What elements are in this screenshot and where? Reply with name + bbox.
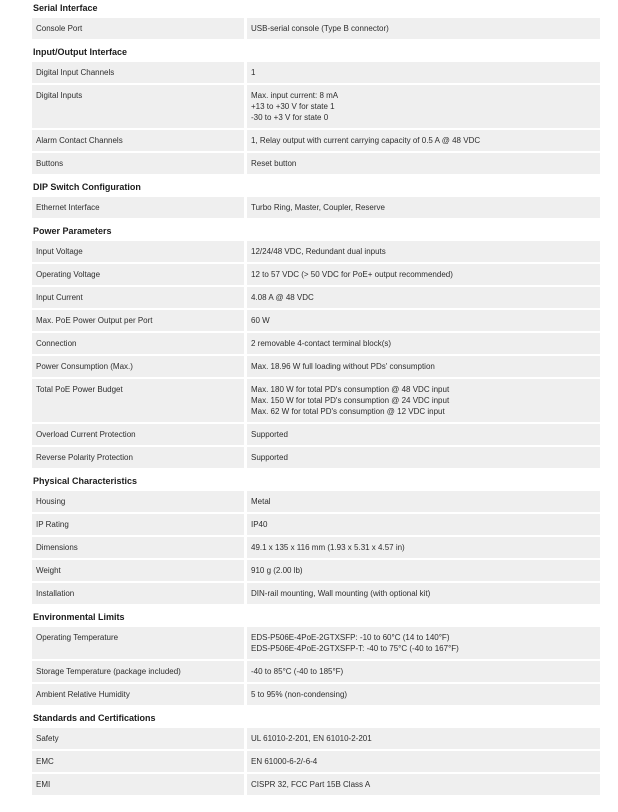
spec-label: Input Voltage xyxy=(32,241,244,262)
spec-value xyxy=(247,241,600,262)
spec-label: IP Rating xyxy=(32,514,244,535)
spec-value xyxy=(247,153,600,174)
spec-value xyxy=(247,583,600,604)
spec-value-line: -30 to +3 V for state 0 xyxy=(251,113,329,122)
spec-row xyxy=(32,197,600,218)
spec-value-line: EDS-P506E-4PoE-2GTXSFP-T: -40 to 75°C (-40 to 167°F) xyxy=(251,644,459,653)
section-title: Physical Characteristics xyxy=(33,476,138,486)
spec-value xyxy=(247,560,600,581)
spec-value-line: 5 to 95% (non-condensing) xyxy=(251,690,348,699)
spec-value xyxy=(247,333,600,354)
spec-value xyxy=(247,62,600,83)
section-title: Power Parameters xyxy=(33,226,112,236)
spec-value-line: Max. 62 W for total PD's consumption @ 12 VDC input xyxy=(251,407,445,416)
spec-value-line: CISPR 32, FCC Part 15B Class A xyxy=(251,780,371,789)
spec-row xyxy=(32,537,600,558)
spec-value xyxy=(247,751,600,772)
spec-label: EMC xyxy=(32,751,244,772)
spec-row xyxy=(32,333,600,354)
spec-value-line: 910 g (2.00 lb) xyxy=(251,566,303,575)
spec-row xyxy=(32,491,600,512)
spec-value xyxy=(247,728,600,749)
spec-label: Alarm Contact Channels xyxy=(32,130,244,151)
spec-value xyxy=(247,379,600,422)
spec-label: Ambient Relative Humidity xyxy=(32,684,244,705)
spec-value-line: 49.1 x 135 x 116 mm (1.93 x 5.31 x 4.57 in) xyxy=(251,543,405,552)
spec-value xyxy=(247,18,600,39)
spec-label: Ethernet Interface xyxy=(32,197,244,218)
section-title: Serial Interface xyxy=(33,3,98,13)
spec-row xyxy=(32,62,600,83)
spec-value xyxy=(247,627,600,659)
spec-value-line: +13 to +30 V for state 1 xyxy=(251,102,335,111)
spec-row xyxy=(32,751,600,772)
spec-value-line: -40 to 85°C (-40 to 185°F) xyxy=(251,667,344,676)
spec-label: Dimensions xyxy=(32,537,244,558)
spec-value xyxy=(247,356,600,377)
spec-row xyxy=(32,264,600,285)
spec-label: Console Port xyxy=(32,18,244,39)
spec-value-line: UL 61010-2-201, EN 61010-2-201 xyxy=(251,734,372,743)
section-title: Standards and Certifications xyxy=(33,713,156,723)
spec-label: Digital Inputs xyxy=(32,85,244,128)
spec-value-line: 1 xyxy=(251,68,256,77)
spec-row xyxy=(32,379,600,422)
spec-value-line: Max. 150 W for total PD's consumption @ 24 VDC input xyxy=(251,396,450,405)
spec-row xyxy=(32,514,600,535)
spec-value-line: 2 removable 4-contact terminal block(s) xyxy=(251,339,392,348)
spec-row xyxy=(32,627,600,659)
spec-row xyxy=(32,424,600,445)
spec-row xyxy=(32,774,600,795)
spec-value xyxy=(247,684,600,705)
spec-row xyxy=(32,447,600,468)
spec-value xyxy=(247,424,600,445)
spec-table xyxy=(32,3,600,795)
spec-value xyxy=(247,197,600,218)
spec-label: Installation xyxy=(32,583,244,604)
spec-label: Operating Temperature xyxy=(32,627,244,659)
spec-value-line: Max. 18.96 W full loading without PDs' consumption xyxy=(251,362,435,371)
spec-row xyxy=(32,560,600,581)
spec-label: Total PoE Power Budget xyxy=(32,379,244,422)
spec-row xyxy=(32,130,600,151)
spec-label: EMI xyxy=(32,774,244,795)
spec-value-line: 4.08 A @ 48 VDC xyxy=(251,293,314,302)
spec-value xyxy=(247,130,600,151)
spec-value-line: 1, Relay output with current carrying capacity of 0.5 A @ 48 VDC xyxy=(251,136,481,145)
spec-label: Connection xyxy=(32,333,244,354)
spec-label: Housing xyxy=(32,491,244,512)
spec-label: Digital Input Channels xyxy=(32,62,244,83)
spec-value-line: Supported xyxy=(251,453,288,462)
spec-value xyxy=(247,85,600,128)
spec-label: Power Consumption (Max.) xyxy=(32,356,244,377)
spec-value xyxy=(247,491,600,512)
spec-value-line: EN 61000-6-2/-6-4 xyxy=(251,757,318,766)
spec-row xyxy=(32,661,600,682)
spec-row xyxy=(32,310,600,331)
spec-value-line: Metal xyxy=(251,497,271,506)
spec-value-line: IP40 xyxy=(251,520,268,529)
spec-label: Storage Temperature (package included) xyxy=(32,661,244,682)
spec-value xyxy=(247,537,600,558)
spec-label: Input Current xyxy=(32,287,244,308)
spec-value xyxy=(247,447,600,468)
spec-label: Safety xyxy=(32,728,244,749)
section-title: DIP Switch Configuration xyxy=(33,182,141,192)
spec-value-line: 12 to 57 VDC (> 50 VDC for PoE+ output recommended) xyxy=(251,270,453,279)
spec-value xyxy=(247,310,600,331)
section-title: Environmental Limits xyxy=(33,612,125,622)
spec-row xyxy=(32,583,600,604)
spec-value-line: Max. input current: 8 mA xyxy=(251,91,339,100)
spec-value-line: Reset button xyxy=(251,159,297,168)
spec-row xyxy=(32,241,600,262)
section-title: Input/Output Interface xyxy=(33,47,127,57)
spec-row xyxy=(32,728,600,749)
spec-label: Reverse Polarity Protection xyxy=(32,447,244,468)
spec-value xyxy=(247,514,600,535)
spec-value xyxy=(247,774,600,795)
spec-label: Buttons xyxy=(32,153,244,174)
spec-row xyxy=(32,153,600,174)
spec-value-line: DIN-rail mounting, Wall mounting (with optional kit) xyxy=(251,589,431,598)
spec-value-line: Supported xyxy=(251,430,288,439)
spec-label: Overload Current Protection xyxy=(32,424,244,445)
spec-row xyxy=(32,684,600,705)
spec-label: Max. PoE Power Output per Port xyxy=(32,310,244,331)
spec-row xyxy=(32,18,600,39)
spec-row xyxy=(32,356,600,377)
spec-label: Operating Voltage xyxy=(32,264,244,285)
spec-value-line: Max. 180 W for total PD's consumption @ 48 VDC input xyxy=(251,385,450,394)
spec-label: Weight xyxy=(32,560,244,581)
spec-value-line: 12/24/48 VDC, Redundant dual inputs xyxy=(251,247,386,256)
spec-value xyxy=(247,287,600,308)
spec-value xyxy=(247,264,600,285)
spec-value-line: Turbo Ring, Master, Coupler, Reserve xyxy=(251,203,385,212)
spec-row xyxy=(32,287,600,308)
spec-value-line: 60 W xyxy=(251,316,270,325)
spec-value-line: USB-serial console (Type B connector) xyxy=(251,24,389,33)
spec-row xyxy=(32,85,600,128)
spec-value-line: EDS-P506E-4PoE-2GTXSFP: -10 to 60°C (14 to 140°F) xyxy=(251,633,450,642)
spec-value xyxy=(247,661,600,682)
